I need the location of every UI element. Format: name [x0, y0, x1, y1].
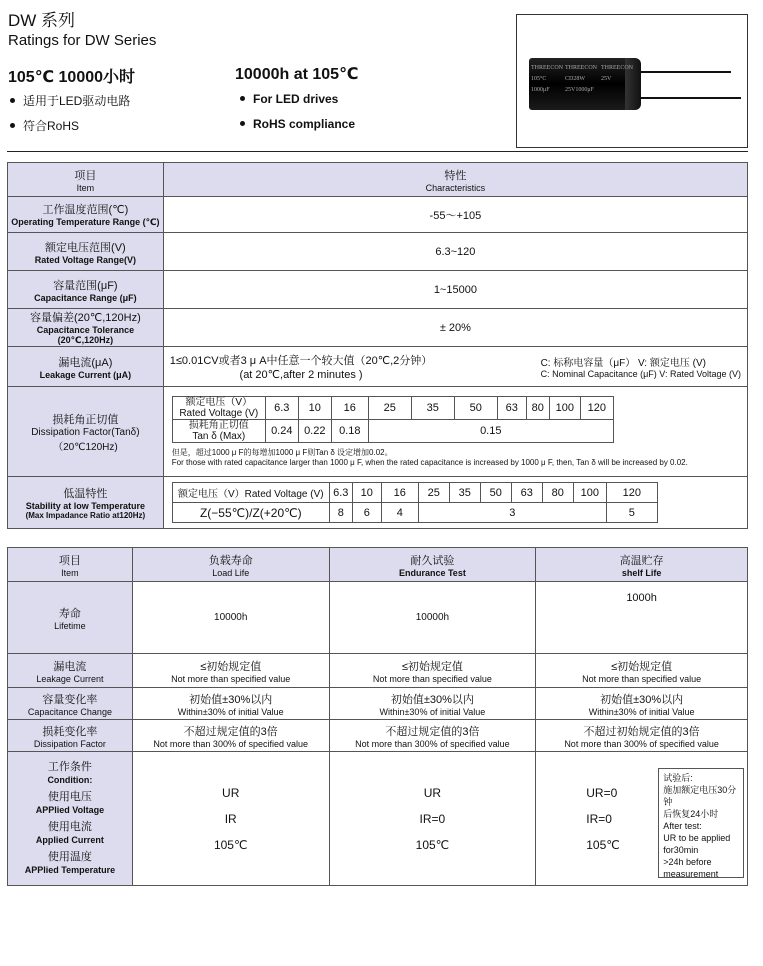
lt-z-label: Z(−55℃)/Z(+20℃) — [172, 503, 329, 523]
life-leakage-value: ≤初始规定值 Not more than specified value — [132, 654, 329, 688]
lt-voltage: 10 — [352, 483, 381, 503]
lt-voltage: 25 — [418, 483, 449, 503]
lt-z-value: 4 — [381, 503, 418, 523]
value-operating-temp: -55～+105 — [163, 197, 747, 233]
table-row — [8, 271, 748, 309]
subtitle-en: 10000h at 105℃ — [235, 66, 359, 83]
table-row — [8, 387, 748, 477]
capacitor-mark: THREECON — [565, 65, 597, 71]
df-change-value: 不超过规定值的3倍 Not more than 300% of specified value — [132, 720, 329, 752]
table-row — [8, 548, 748, 582]
df-note-cn: 但是，超过1000 μ F的每增加1000 μ F则Tan δ 设定增加0.02。 — [171, 448, 393, 457]
header-item: 项目 Item — [8, 163, 164, 197]
table-row — [8, 477, 748, 529]
leakage-legend-en: C: Nominal Capacitance (μF) V: Rated Voltage (V) — [540, 369, 741, 379]
bullet-en-2: RoHS compliance — [240, 117, 355, 131]
life-leakage-value: ≤初始规定值 Not more than specified value — [329, 654, 536, 688]
table-row — [8, 752, 748, 886]
life-header-load-life: 负载寿命 Load Life — [132, 548, 329, 582]
leakage-formula: 1≤0.01CV或者3 μ A中任意一个较大值（20℃,2分钟） — [169, 355, 433, 367]
df-voltage: 25 — [368, 397, 411, 420]
cond-temperature: 105℃ — [213, 837, 248, 852]
df-change-value: 不超过规定值的3倍 Not more than 300% of specified value — [329, 720, 536, 752]
capacitor-mark: THREECON — [601, 65, 633, 71]
label-rated-voltage: 额定电压范围(V) Rated Voltage Range(V) — [8, 233, 164, 271]
characteristics-table — [7, 162, 748, 529]
label-life-leakage: 漏电流 Leakage Current — [8, 654, 133, 688]
cap-change-value: 初始值±30%以内 Within±30% of initial Value — [132, 688, 329, 720]
df-voltage: 10 — [298, 397, 331, 420]
low-temp-subtable — [172, 482, 658, 523]
df-tan-value: 0.15 — [368, 420, 613, 443]
label-capacitance-tolerance: 容量偏差(20℃,120Hz) Capacitance Tolerance (20℃,120Hz) — [8, 309, 164, 347]
lt-z-value: 3 — [418, 503, 606, 523]
series-title-cn: DW 系列 — [8, 11, 76, 30]
condition-load-life — [132, 752, 329, 886]
label-condition: 工作条件 Condition: 使用电压 APPlied Voltage 使用电流 Applied Current 使用温度 APPlied Temperature — [8, 752, 133, 886]
bullet-cn-2: 符合RoHS — [10, 117, 79, 134]
table-row — [8, 582, 748, 654]
lt-z-value: 6 — [352, 503, 381, 523]
cond-current: IR — [224, 811, 237, 826]
df-tan-value: 0.24 — [265, 420, 298, 443]
df-voltage: 63 — [497, 397, 526, 420]
capacitor-mark: 25V1000μF — [565, 87, 594, 93]
value-rated-voltage: 6.3~120 — [163, 233, 747, 271]
label-cap-change: 容量变化率 Capacitance Change — [8, 688, 133, 720]
life-header-item: 项目 Item — [8, 548, 133, 582]
lt-voltage: 63 — [511, 483, 542, 503]
df-voltage: 50 — [454, 397, 497, 420]
lt-voltage: 80 — [542, 483, 573, 503]
life-header-endurance: 耐久试验 Endurance Test — [329, 548, 536, 582]
cap-change-value: 初始值±30%以内 Within±30% of initial Value — [329, 688, 536, 720]
value-dissipation-factor — [163, 387, 747, 477]
value-capacitance-range: 1~15000 — [163, 271, 747, 309]
lt-voltage: 100 — [573, 483, 606, 503]
df-tan-label: 损耗角正切值 Tan δ (Max) — [172, 420, 265, 443]
table-row — [8, 233, 748, 271]
cap-change-value: 初始值±30%以内 Within±30% of initial Value — [536, 688, 748, 720]
cond-current: IR=0 — [419, 811, 446, 826]
table-row — [8, 654, 748, 688]
table-row — [8, 688, 748, 720]
value-capacitance-tolerance: ± 20% — [163, 309, 747, 347]
table-row — [8, 163, 748, 197]
df-note-en: For those with rated capacitance larger than 1000 μ F, when the rated capacitance is increased by 1000 μ F, then, Tan δ will be increased by 0.02. — [171, 458, 688, 467]
header-separator — [7, 151, 748, 152]
df-tan-value: 0.22 — [298, 420, 331, 443]
lt-voltage: 16 — [381, 483, 418, 503]
table-row — [8, 309, 748, 347]
lt-z-value: 5 — [606, 503, 657, 523]
df-voltage: 120 — [580, 397, 613, 420]
df-voltage: 100 — [549, 397, 580, 420]
life-header-shelf: 高温贮存 shelf Life — [536, 548, 748, 582]
lifetime-load: 10000h — [132, 582, 329, 654]
df-rated-voltage-label: 额定电压（V） Rated Voltage (V) — [172, 397, 265, 420]
series-title-en: Ratings for DW Series — [8, 32, 157, 49]
condition-endurance — [329, 752, 536, 886]
label-leakage-current: 漏电流(μA) Leakage Current (μA) — [8, 347, 164, 387]
lt-voltage: 35 — [449, 483, 480, 503]
header-characteristics: 特性 Characteristics — [163, 163, 747, 197]
life-leakage-value: ≤初始规定值 Not more than specified value — [536, 654, 748, 688]
table-row — [8, 347, 748, 387]
df-change-value: 不超过初始规定值的3倍 Not more than 300% of specified value — [536, 720, 748, 752]
df-tan-value: 0.18 — [331, 420, 368, 443]
cond-current: IR=0 — [586, 811, 612, 826]
leakage-legend-cn: C: 标称电容量（μF） V: 额定电压 (V) — [540, 358, 706, 369]
cond-temperature: 105℃ — [415, 837, 450, 852]
lt-rated-voltage-label: 额定电压（V）Rated Voltage (V) — [172, 483, 329, 503]
label-low-temp: 低温特性 Stability at low Temperature (Max Impadance Ratio at120Hz) — [8, 477, 164, 529]
condition-shelf — [536, 752, 748, 886]
lifetime-shelf: 1000h — [536, 582, 748, 654]
table-row — [8, 197, 748, 233]
cond-temperature: 105℃ — [586, 837, 620, 852]
capacitor-mark: 105°C — [531, 76, 547, 82]
table-row — [8, 720, 748, 752]
life-test-table — [7, 547, 748, 886]
value-low-temp — [163, 477, 747, 529]
df-voltage: 35 — [411, 397, 454, 420]
capacitor-photo — [516, 14, 748, 148]
capacitor-mark: 25V — [601, 76, 612, 82]
capacitor-mark: CD28W — [565, 76, 585, 82]
value-leakage-current — [163, 347, 747, 387]
label-lifetime: 寿命 Lifetime — [8, 582, 133, 654]
cond-voltage: UR — [222, 785, 240, 800]
bullet-cn-1: 适用于LED驱动电路 — [10, 92, 130, 109]
label-dissipation-factor: 损耗角正切值 Dissipation Factor(Tanδ) （20℃120Hz) — [8, 387, 164, 477]
lt-voltage: 50 — [480, 483, 511, 503]
label-capacitance-range: 容量范围(μF) Capacitance Range (μF) — [8, 271, 164, 309]
label-df-change: 损耗变化率 Dissipation Factor — [8, 720, 133, 752]
cond-voltage: UR=0 — [586, 785, 618, 800]
df-voltage: 80 — [526, 397, 549, 420]
capacitor-mark: 1000μF — [531, 87, 550, 93]
subtitle-cn: 105℃ 10000小时 — [8, 69, 136, 86]
capacitor-lead — [641, 71, 731, 73]
lifetime-endurance: 10000h — [329, 582, 536, 654]
df-voltage: 16 — [331, 397, 368, 420]
lt-voltage: 120 — [606, 483, 657, 503]
shelf-test-note: 试验后: 施加额定电压30分钟 后恢复24小时 After test: UR to be applied for30min >24h before measurement — [658, 768, 744, 878]
label-operating-temp: 工作温度范围(℃) Operating Temperature Range (℃) — [8, 197, 164, 233]
lt-z-value: 8 — [329, 503, 352, 523]
leakage-condition: (at 20℃,after 2 minutes ) — [239, 369, 363, 381]
cond-voltage: UR — [423, 785, 442, 800]
lt-voltage: 6.3 — [329, 483, 352, 503]
bullet-en-1: For LED drives — [240, 92, 338, 106]
capacitor-lead — [641, 97, 741, 99]
df-voltage: 6.3 — [265, 397, 298, 420]
dissipation-subtable — [172, 396, 614, 443]
capacitor-mark: THREECON — [531, 65, 563, 71]
